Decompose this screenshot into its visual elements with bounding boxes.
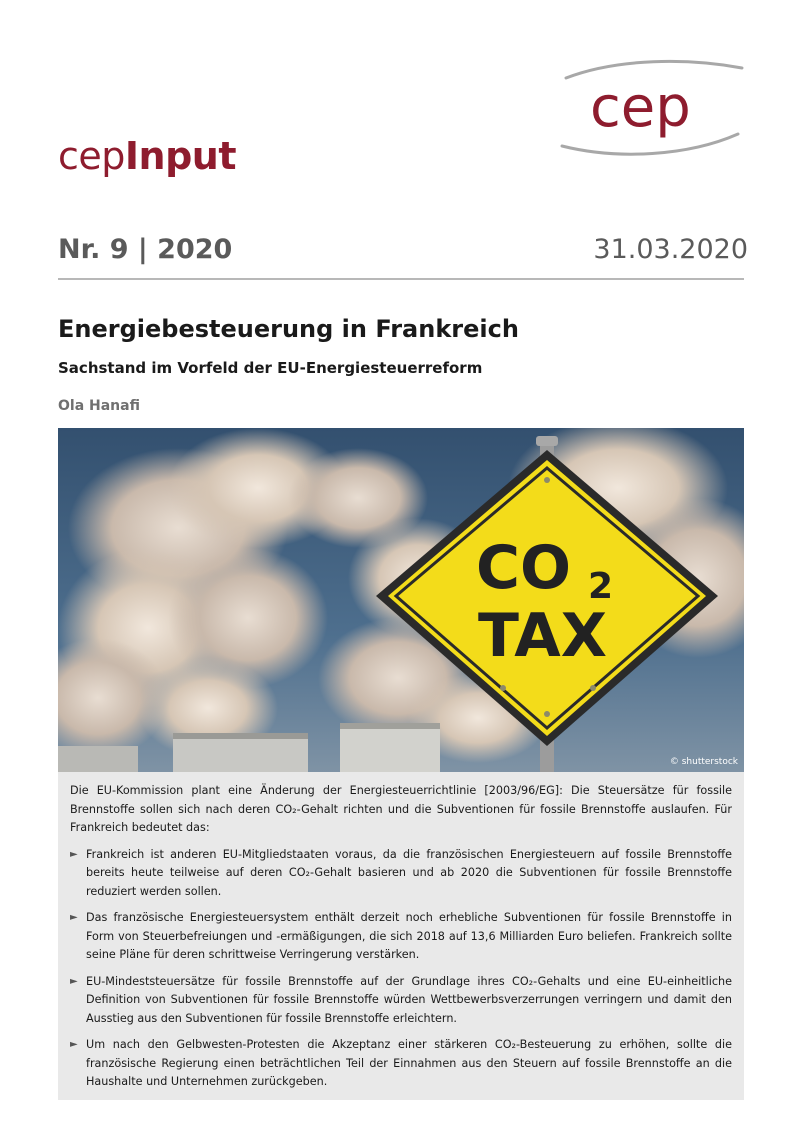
sign-tax: TAX <box>478 601 607 671</box>
image-credit: © shutterstock <box>669 757 738 767</box>
brand-suffix: Input <box>124 134 237 178</box>
list-item <box>70 1036 732 1092</box>
summary-intro: Die EU-Kommission plant eine Änderung der Energiesteuerrichtlinie [2003/96/EG]: Die Steuersätze für fossile Brennstoffe sollen sich nach deren CO₂-Gehalt richten und die Subventionen für fossile Brennstoffe auslaufen. Für Frankreich bedeutet das: <box>70 784 732 834</box>
arrow-icon: ► <box>70 912 78 923</box>
sign-subscript: 2 <box>588 566 614 607</box>
cep-logo-text: cep <box>590 75 691 140</box>
list-item-text: Um nach den Gelbwesten-Protesten die Akzeptanz einer stärkeren CO₂-Besteuerung zu erhöhen, sollte die französische Regierung einen beträchtlichen Teil der Einnahmen aus den Steuern auf fossile Brennstoffe an die Haushalte und Unternehmen zurückgeben. <box>86 1038 732 1088</box>
issue-row <box>58 234 748 274</box>
issue-number: Nr. 9 | 2020 <box>58 234 233 265</box>
author-name: Ola Hanafi <box>58 398 140 414</box>
arrow-icon: ► <box>70 1039 78 1050</box>
brand-prefix: cep <box>58 134 125 178</box>
list-item <box>70 973 732 1029</box>
summary-box <box>58 772 744 1100</box>
document-title: Energiebesteuerung in Frankreich <box>58 315 519 343</box>
document-subtitle: Sachstand im Vorfeld der EU-Energiesteuerreform <box>58 359 483 377</box>
list-item-text: EU-Mindeststeuersätze für fossile Brennstoffe auf der Grundlage ihres CO₂-Gehalts und eine EU-einheitliche Definition von Subventionen für fossile Brennstoffe würden Wettbewerbsverzerrungen verringern und damit den Ausstieg aus den Subventionen für fossile Brennstoffe erleichtern. <box>86 974 732 1025</box>
header-divider <box>58 278 744 280</box>
arrow-icon: ► <box>70 975 78 987</box>
sign-co: CO <box>476 533 572 603</box>
hero-image <box>58 428 744 772</box>
list-item-text: Das französische Energiesteuersystem enthält derzeit noch erhebliche Subventionen für fossile Brennstoffe in Form von Steuerbefreiungen und -ermäßigungen, die sich 2018 auf 13,6 Milliarden Euro beliefen. Frankreich sollte seine Pläne für deren schrittweise Verringerung verstärken. <box>86 911 732 961</box>
issue-date: 31.03.2020 <box>593 234 748 265</box>
brand-wordmark <box>58 134 236 178</box>
list-item <box>70 846 732 902</box>
summary-list <box>70 846 732 1092</box>
arrow-icon: ► <box>70 848 78 860</box>
cep-logo <box>558 56 748 166</box>
list-item-text: Frankreich ist anderen EU-Mitgliedstaaten voraus, da die französischen Energiesteuern auf fossile Brennstoffe bereits heute teilweise auf deren CO₂-Gehalt basieren und ab 2020 die Subventionen für fossile Brennstoffe reduziert werden sollen. <box>86 847 732 898</box>
list-item <box>70 909 732 965</box>
